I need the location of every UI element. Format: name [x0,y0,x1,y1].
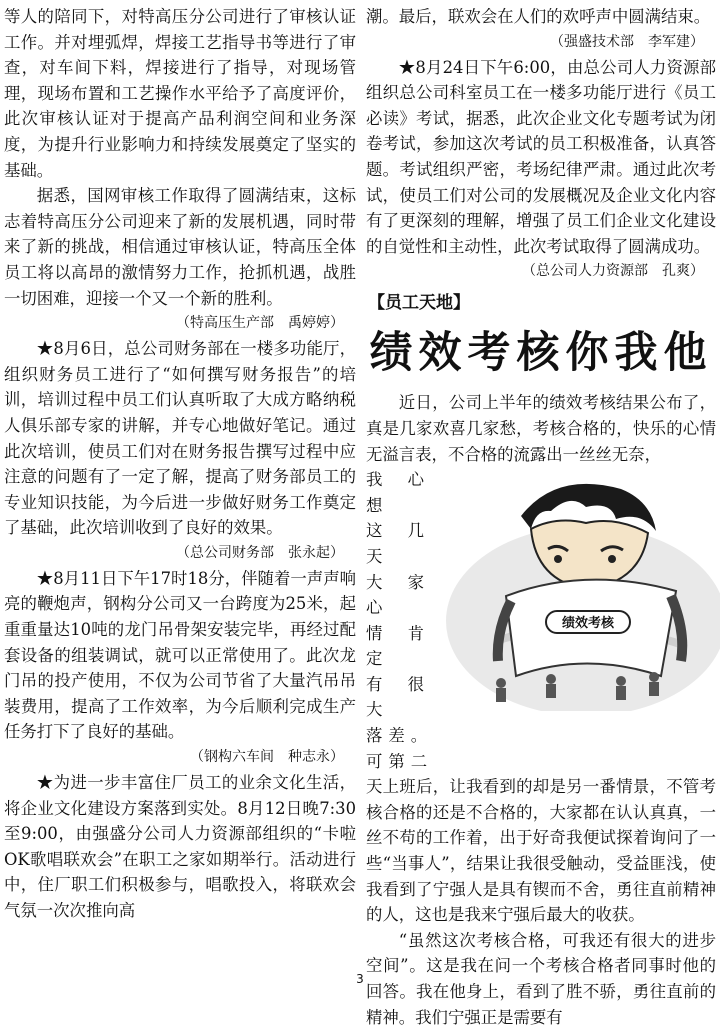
byline-uhv: （特高压生产部 禹婷婷） [176,315,344,332]
illustration [436,471,720,711]
article-paragraph-2: “虽然这次考核合格，可我还有很大的进步空间”。这是我在问一个考核合格者同事时他的回答。我在他身上，看到了胜不骄，勇往直前的精神。我们宁强正是需要有 [366,930,716,1027]
news-finance-training: ★8月6日，总公司财务部在一楼多功能厅，组织财务员工进行了“如何撰写财务报告”的培训，培训过程中员工们认真听取了大成方略纳税人俱乐部专家的讲解，并专心地做好笔记。通过此次培训，使员工们对在财务报告撰写过程中应注意的问题有了一定了解，提高了财务部员工的专业知识技能，为今后进一步做好财务工作奠定了基础，此次培训收到了良好的效果。 [4,339,356,538]
section-label: 【员工天地】 [368,293,470,314]
article-body [366,390,716,1030]
news-exam: ★8月24日下午6:00，由总公司人力资源部组织总公司科室员工在一楼多功能厅进行《员工必读》考试，据悉，此次企业文化专题考试为闭卷考试，参加这次考试的员工积极准备，认真答题。考试组织严密，考场纪律严肃。通过此次考试，使员工们对公司的发展概况及企业文化内容有了更深刻的理解，增强了员工们企业文化建设的自觉性和主动性，此次考试取得了圆满成功。 [366,57,716,256]
paragraph-audit-cont: 等人的陪同下，对特高压分公司进行了审核认证工作。并对埋弧焊，焊接工艺指导书等进行了审查，对车间下料，焊接进行了指导，对现场管理，现场布置和工艺操作水平给予了高度评价，此次审核认证对于提高产品利润空间和业务深度，为提升行业影响力和持续发展奠定了坚实的基础。 [4,7,356,180]
right-column [366,4,716,1030]
byline-qiangsheng: （强盛技术部 李军建） [550,33,704,50]
narrow-line-5: 有很大 [366,674,430,720]
narrow-line-7: 可第二 [366,751,434,771]
illustration-svg [436,471,720,711]
illustration-caption: 绩效考核 [561,616,615,632]
narrow-line-3: 大家心 [366,572,430,618]
narrow-line-1: 我心想 [366,470,430,515]
paragraph-audit-summary: 据悉，国网审核工作取得了圆满结束，这标志着特高压分公司迎来了新的发展机遇，同时带来了新的挑战，相信通过审核认证，特高压全体员工将以高昂的激情努力工作，抢抓机遇，战胜一切困难，迎接一个又一个新的胜利。 [4,186,356,308]
byline-steel: （钢构六车间 种志永） [190,749,344,766]
left-column [4,4,356,924]
narrow-line-2: 这几天 [366,521,430,566]
page-number: 3 [356,972,364,986]
article-paragraph-1-cont: 天上班后，让我看到的却是另一番情景，不管考核合格的还是不合格的，大家都在认认真真，一丝不苟的工作着，出于好奇我便试探着询问了一些“当事人”，结果让我很受触动，受益匪浅，使我看到了宁强人是具有锲而不舍，勇往直前精神的人，这也是我来宁强后最大的收获。 [366,777,716,925]
narrow-line-4: 情肯定 [366,623,430,669]
byline-hr: （总公司人力资源部 孔爽） [522,263,704,280]
article-paragraph-1 [366,390,716,467]
byline-finance: （总公司财务部 张永起） [176,544,344,561]
news-gantry-crane: ★8月11日下午17时18分，伴随着一声声响亮的鞭炮声，钢构分公司又一台跨度为25米，起重重量达10吨的龙门吊骨架安装完毕，再经过配套设备的组装调试，就可以正常使用了。此次龙门吊的投产使用，不仅为公司节省了大量汽吊吊装费用，提高了工作效率，为今后顺利完成生产任务打下了良好的基础。 [4,568,356,742]
article-p1-text: 近日，公司上半年的绩效考核结果公布了，真是几家欢喜几家愁，考核合格的，快乐的心情无溢言表，不合格的流露出一丝丝无奈， [366,393,716,464]
news-karaoke-cont: 潮。最后，联欢会在人们的欢呼声中圆满结束。 [366,7,711,26]
news-karaoke: ★为进一步丰富住厂员工的业余文化生活，将企业文化建设方案落到实处。8月12日晚7:30至9:00，由强盛分公司人力资源部组织的“卡啦OK歌唱联欢会”在职工之家如期举行。活动进行中，住厂职工们积极参与，唱歌投入，将联欢会气氛一次次推向高 [4,773,356,920]
narrow-line-6: 落差。 [366,726,434,746]
article-headline: 绩效考核你我他 [369,328,713,379]
